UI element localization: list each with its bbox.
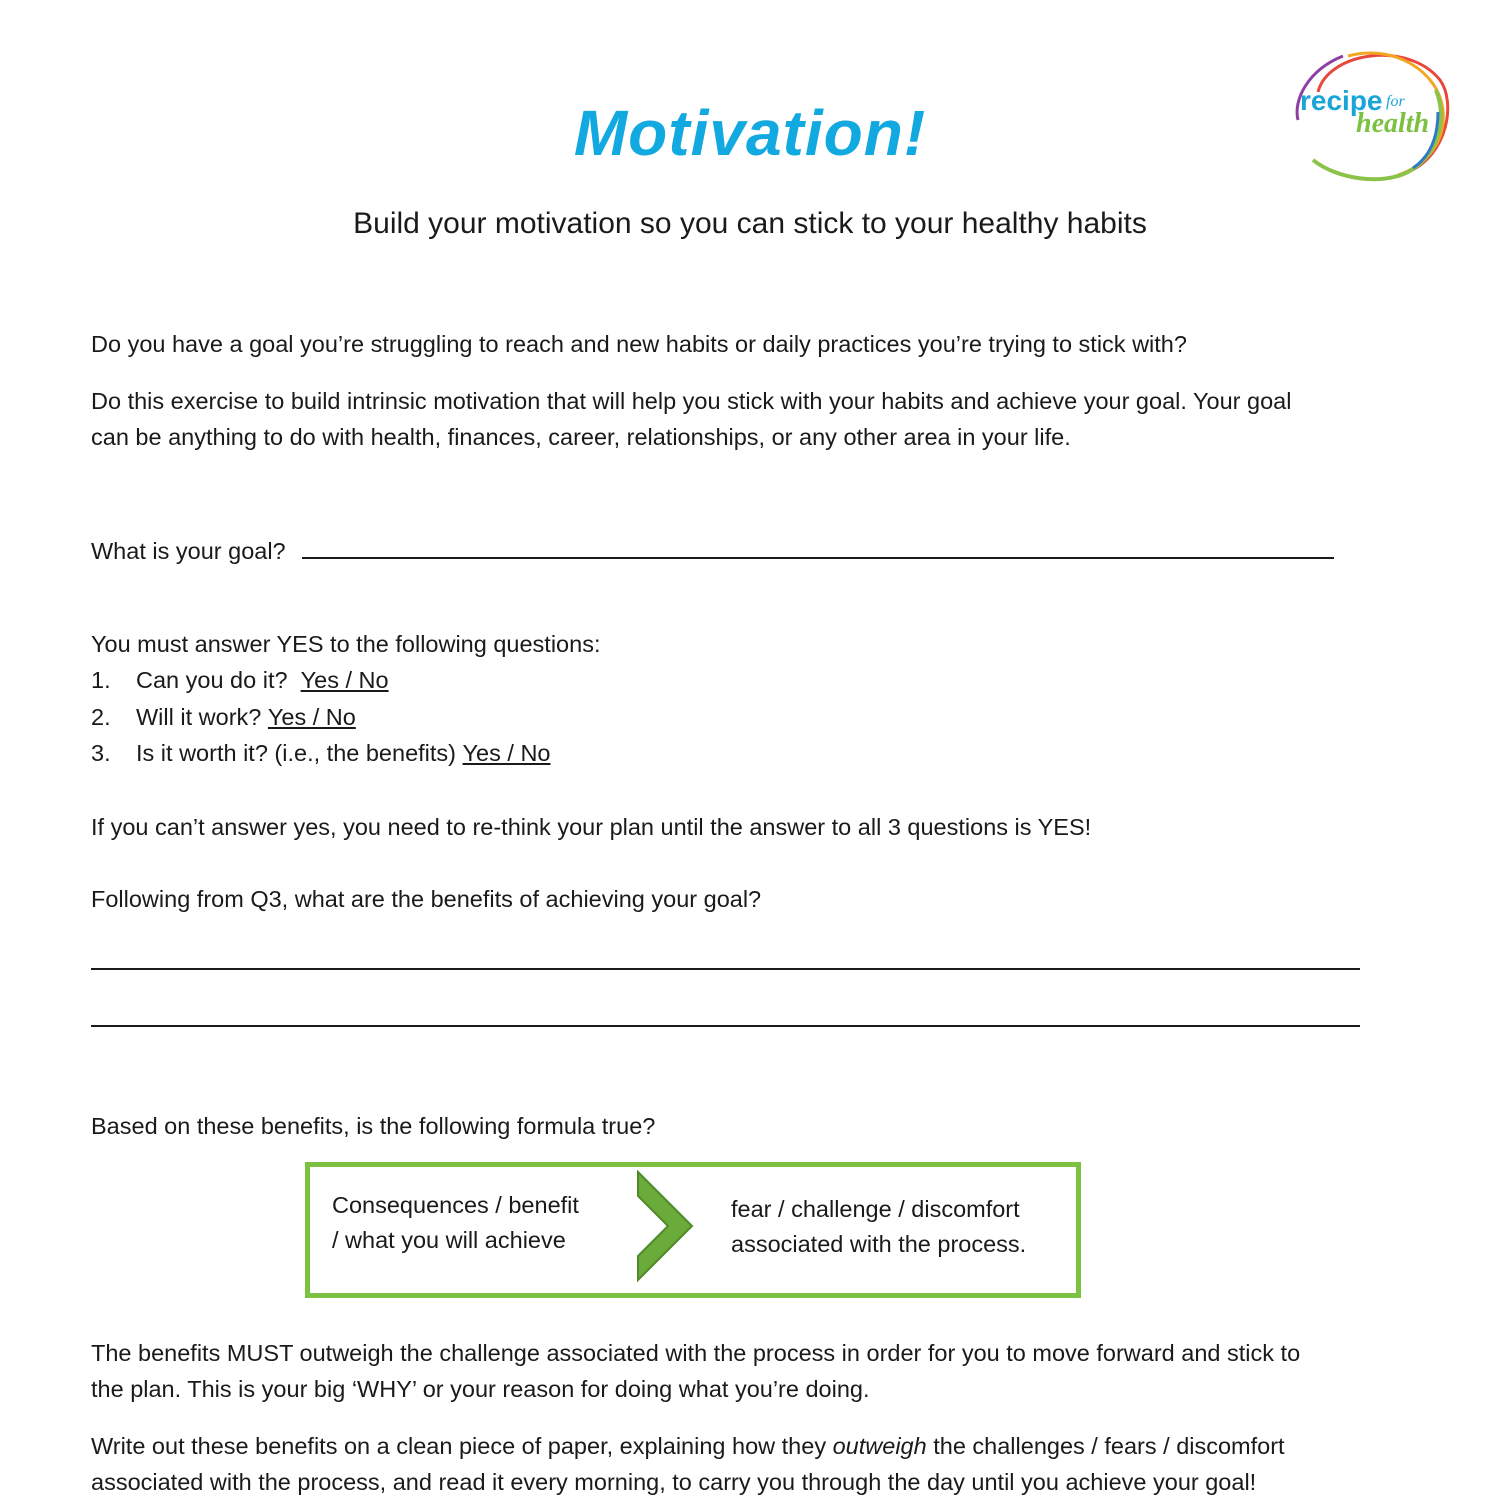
goal-label: What is your goal?	[91, 538, 286, 564]
formula-right-side	[731, 1192, 1071, 1262]
question-text: Is it worth it? (i.e., the benefits)	[136, 740, 456, 766]
closing-text: the challenges / fears / discomfort	[933, 1433, 1285, 1459]
formula-left-line-2: / what you will achieve	[332, 1227, 566, 1253]
logo-word-recipe: recipe	[1300, 85, 1383, 116]
closing-paragraph-2-line-1	[91, 1428, 1411, 1464]
benefits-prompt: Following from Q3, what are the benefits of achieving your goal?	[91, 886, 762, 912]
yes-no-answer[interactable]: Yes / No	[300, 667, 389, 693]
closing-paragraph-1-line-1: The benefits MUST outweigh the challenge associated with the process in order for you to move forward and stick to	[91, 1340, 1301, 1366]
closing-paragraph-2	[91, 1428, 1411, 1500]
question-text: Can you do it?	[136, 667, 288, 693]
question-number: 3.	[91, 740, 111, 766]
intro-paragraph-2-line-2: can be anything to do with health, finances, career, relationships, or any other area in your life.	[91, 424, 1071, 450]
formula-left-line-1: Consequences / benefit	[332, 1192, 579, 1218]
logo-word-health: health	[1356, 108, 1430, 139]
intro-paragraph-2-line-1: Do this exercise to build intrinsic motivation that will help you stick with your habits and achieve your goal. Your goal	[91, 388, 1292, 414]
questions-intro: You must answer YES to the following questions:	[91, 631, 601, 657]
yes-no-answer[interactable]: Yes / No	[462, 740, 551, 766]
question-text: Will it work?	[136, 704, 262, 730]
formula-prompt: Based on these benefits, is the following formula true?	[91, 1113, 656, 1139]
closing-paragraph-1-line-2: the plan. This is your big ‘WHY’ or your reason for doing what you’re doing.	[91, 1376, 870, 1402]
closing-emphasis: outweigh	[832, 1433, 927, 1459]
formula-right-line-1: fear / challenge / discomfort	[731, 1196, 1020, 1222]
intro-paragraph-1: Do you have a goal you’re struggling to reach and new habits or daily practices you’re trying to stick with?	[91, 331, 1187, 357]
question-2	[91, 699, 1411, 735]
page-subtitle: Build your motivation so you can stick to your healthy habits	[353, 207, 1147, 240]
intro-paragraph-2	[91, 383, 1411, 455]
logo-word-for: for	[1386, 93, 1405, 110]
closing-paragraph-2-line-2: associated with the process, and read it every morning, to carry you through the day until you achieve your goal!	[91, 1469, 1257, 1495]
goal-answer-line[interactable]	[302, 535, 1334, 559]
formula-right-line-2: associated with the process.	[731, 1231, 1027, 1257]
closing-text: Write out these benefits on a clean piece of paper, explaining how they	[91, 1433, 827, 1459]
greater-than-chevron-icon	[636, 1170, 698, 1287]
benefits-answer-line-2[interactable]	[91, 1025, 1360, 1027]
closing-paragraph-1	[91, 1335, 1411, 1407]
benefits-answer-line-1[interactable]	[91, 968, 1360, 970]
formula-left-side	[332, 1188, 622, 1258]
yes-no-answer[interactable]: Yes / No	[267, 704, 356, 730]
question-1	[91, 662, 1411, 698]
page-title: Motivation!	[573, 97, 927, 169]
rethink-note: If you can’t answer yes, you need to re-think your plan until the answer to all 3 questions is YES!	[91, 814, 1092, 840]
question-number: 2.	[91, 704, 111, 730]
question-3	[91, 735, 1411, 771]
question-number: 1.	[91, 667, 111, 693]
goal-row	[91, 533, 1411, 569]
